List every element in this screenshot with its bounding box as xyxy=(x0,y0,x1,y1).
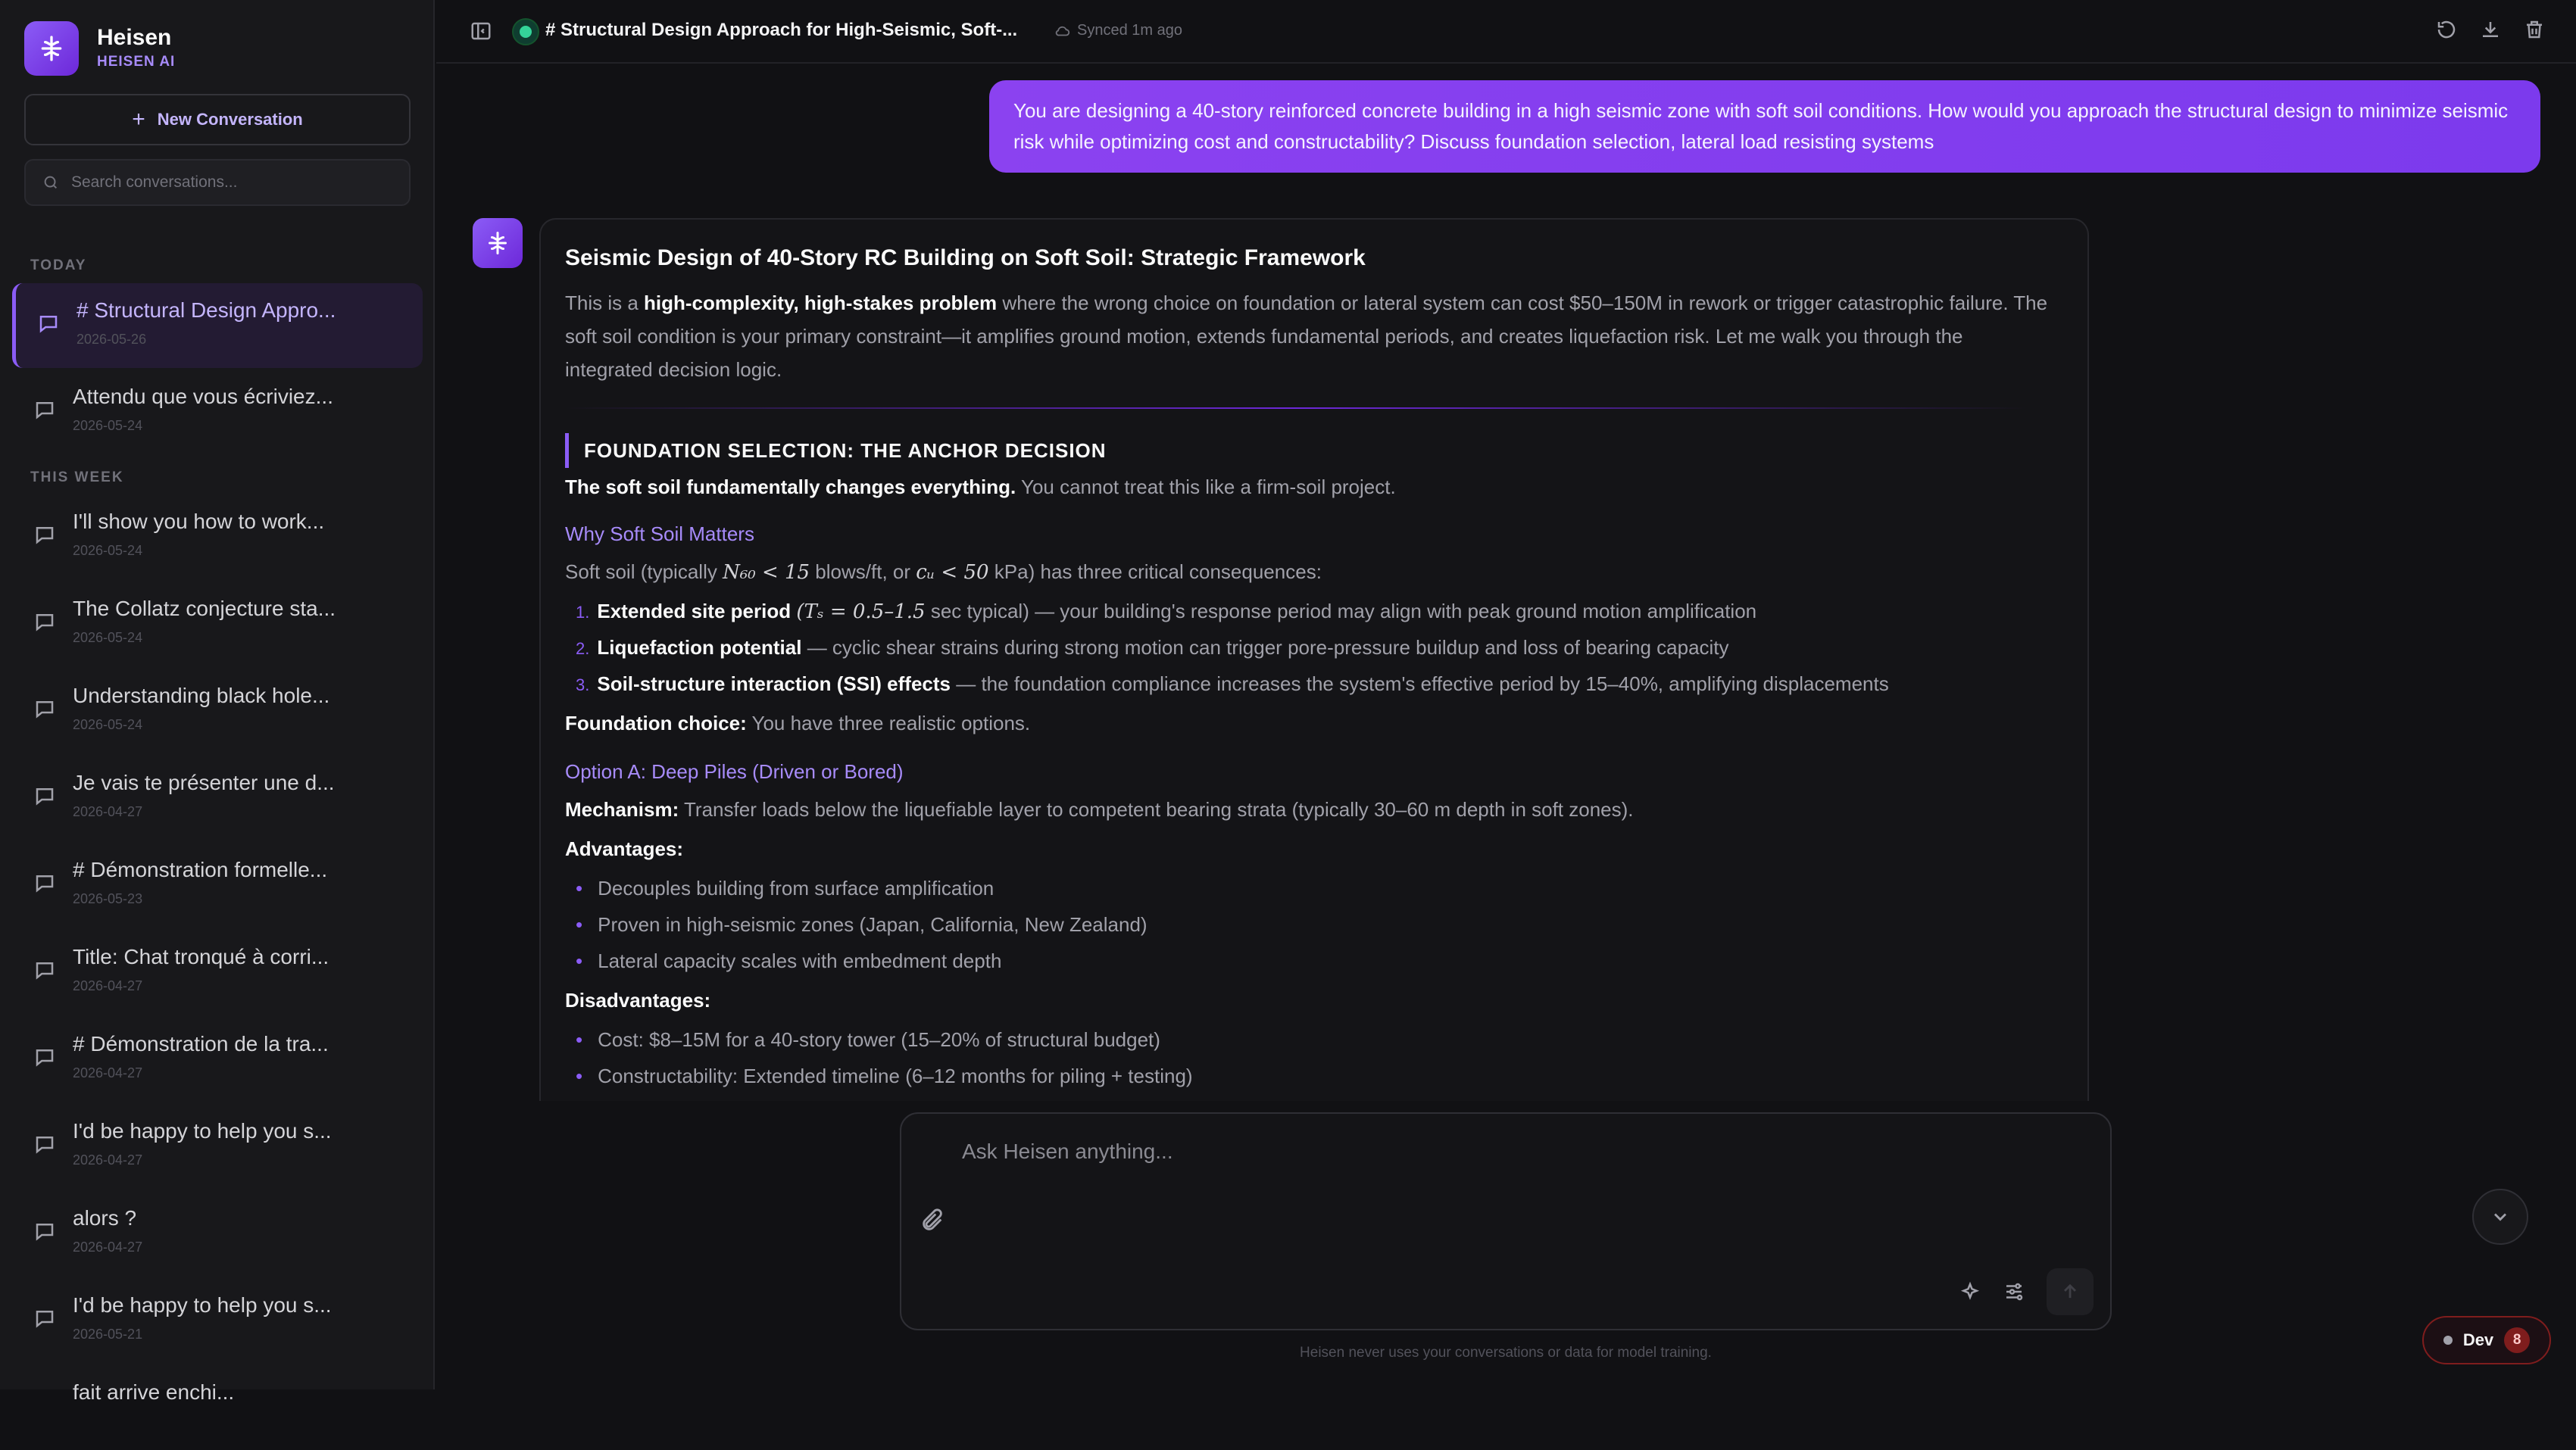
subheading-option-a: Option A: Deep Piles (Driven or Bored) xyxy=(565,760,904,783)
mechanism-paragraph: Mechanism: Transfer loads below the liquefiable layer to competent bearing strata (typically 30–60 m depth in soft zones). xyxy=(565,798,1634,821)
sidebar-toggle-icon[interactable] xyxy=(470,20,492,42)
paperclip-icon[interactable] xyxy=(920,1208,945,1233)
sync-status xyxy=(1054,22,1182,39)
conversation-date: 2026-05-24 xyxy=(73,630,143,645)
header-actions xyxy=(2435,18,2546,41)
settings-sliders-icon[interactable] xyxy=(2003,1280,2025,1303)
message-input[interactable] xyxy=(962,1140,2083,1185)
conversation-item[interactable] xyxy=(12,582,423,666)
conversation-date: 2026-05-24 xyxy=(73,543,143,558)
list-item: • Decouples building from surface amplification xyxy=(576,877,994,900)
chat-bubble-icon xyxy=(33,523,56,546)
new-conversation-label: New Conversation xyxy=(157,110,303,129)
conversation-date: 2026-04-27 xyxy=(73,978,143,993)
list-item: • Cost: $8–15M for a 40-story tower (15–20% of structural budget) xyxy=(576,1028,1160,1051)
section-heading: FOUNDATION SELECTION: THE ANCHOR DECISION xyxy=(565,433,1107,468)
conversation-title: Understanding black hole... xyxy=(73,684,330,707)
conversation-title: alors ? xyxy=(73,1206,137,1230)
advantages-label: Advantages: xyxy=(565,837,684,860)
cloud-icon xyxy=(1054,23,1071,39)
new-conversation-button[interactable] xyxy=(24,94,411,145)
soft-soil-paragraph: Soft soil (typically N₆₀ < 15 blows/ft, or cᵤ < 50 kPa) has three critical consequences: xyxy=(565,560,1322,584)
brand-name: Heisen xyxy=(97,25,172,50)
list-item: • Constructability: Extended timeline (6–12 months for piling + testing) xyxy=(576,1065,1193,1087)
chat-bubble-icon xyxy=(33,1046,56,1068)
assistant-avatar-icon xyxy=(473,218,523,268)
conversation-title: The Collatz conjecture sta... xyxy=(73,597,336,620)
conversation-title: I'd be happy to help you s... xyxy=(73,1293,332,1317)
dev-count-badge: 8 xyxy=(2504,1327,2530,1353)
chat-bubble-icon xyxy=(33,697,56,720)
chat-bubble-icon xyxy=(33,398,56,421)
chat-bubble-icon xyxy=(33,784,56,807)
chat-bubble-icon xyxy=(33,1307,56,1330)
conversation-item[interactable] xyxy=(12,1365,423,1450)
list-item: 2. Liquefaction potential — cyclic shear strains during strong motion can trigger pore-pressure buildup and loss of bearing capacity xyxy=(576,636,1729,659)
conversation-title: # Démonstration de la tra... xyxy=(73,1032,329,1056)
conversation-title: # Démonstration formelle... xyxy=(73,858,328,881)
section-divider xyxy=(565,407,2027,409)
dev-status-dot xyxy=(2443,1336,2453,1345)
sparkle-icon[interactable] xyxy=(1959,1280,1981,1303)
search-box[interactable] xyxy=(24,159,411,206)
conversation-item[interactable] xyxy=(12,843,423,928)
conversation-item[interactable] xyxy=(12,1278,423,1363)
conversation-item[interactable] xyxy=(12,283,423,368)
refresh-icon[interactable] xyxy=(2435,18,2458,41)
conversation-item[interactable] xyxy=(12,1017,423,1102)
foundation-choice: Foundation choice: You have three realistic options. xyxy=(565,712,1031,734)
conversation-date: 2026-04-27 xyxy=(73,1152,143,1168)
chat-bubble-icon xyxy=(33,959,56,981)
conversation-item[interactable] xyxy=(12,1104,423,1189)
subheading-why-soft-soil: Why Soft Soil Matters xyxy=(565,522,754,545)
conversation-title: fait arrive enchi... xyxy=(73,1380,235,1404)
conversation-date: 2026-05-24 xyxy=(73,418,143,433)
disadvantages-label: Disadvantages: xyxy=(565,989,711,1012)
conversation-item[interactable] xyxy=(12,669,423,753)
trash-icon[interactable] xyxy=(2523,18,2546,41)
conversation-item[interactable] xyxy=(12,494,423,579)
user-message: You are designing a 40-story reinforced concrete building in a high seismic zone with soft soil conditions. How would you approach the structural design to minimize seismic risk while optimizing cost and constructability? Discuss foundation selection, lateral load resisting systems xyxy=(989,80,2540,173)
chat-bubble-icon xyxy=(33,1133,56,1155)
brand xyxy=(24,21,175,76)
send-button[interactable] xyxy=(2047,1268,2094,1315)
dev-badge[interactable] xyxy=(2422,1316,2551,1364)
download-icon[interactable] xyxy=(2479,18,2502,41)
chat-bubble-icon xyxy=(33,1220,56,1243)
brand-subtitle: HEISEN AI xyxy=(97,54,176,70)
sync-status-text: Synced 1m ago xyxy=(1077,22,1182,39)
chevron-down-icon xyxy=(2490,1206,2511,1227)
conversation-title: I'd be happy to help you s... xyxy=(73,1119,332,1143)
conversation-title: Attendu que vous écriviez... xyxy=(73,385,333,408)
heisen-logo-icon xyxy=(24,21,79,76)
conversation-date: 2026-04-27 xyxy=(73,804,143,819)
arrow-up-icon xyxy=(2059,1281,2081,1302)
search-icon xyxy=(42,174,59,191)
search-input[interactable] xyxy=(71,173,404,192)
plus-icon: + xyxy=(132,107,145,132)
chat-bubble-icon xyxy=(33,610,56,633)
list-item: • Lateral capacity scales with embedment depth xyxy=(576,950,1002,972)
conversation-title: Je vais te présenter une d... xyxy=(73,771,335,794)
conversation-date: 2026-04-27 xyxy=(73,1240,143,1255)
conversation-title: # Structural Design Appro... xyxy=(76,298,336,322)
conversation-title: # Structural Design Approach for High-Seismic, Soft-... xyxy=(545,20,1018,40)
chat-header xyxy=(436,0,2576,64)
scroll-to-bottom-button[interactable] xyxy=(2472,1189,2528,1245)
conversation-date: 2026-05-21 xyxy=(73,1327,143,1342)
section-label-today: TODAY xyxy=(30,257,87,273)
conversation-title: Title: Chat tronqué à corri... xyxy=(73,945,329,968)
conversation-date: 2026-05-23 xyxy=(73,891,143,906)
chat-bubble-icon xyxy=(33,872,56,894)
list-item: 3. Soil-structure interaction (SSI) effects — the foundation compliance increases the system's effective period by 15–40%, amplifying displacements xyxy=(576,672,1889,695)
sidebar xyxy=(0,0,435,1404)
list-item: • Proven in high-seismic zones (Japan, California, New Zealand) xyxy=(576,913,1147,936)
assistant-message xyxy=(539,218,2089,1101)
conversation-item[interactable] xyxy=(12,1191,423,1276)
status-indicator-icon xyxy=(512,18,539,45)
conversation-item[interactable] xyxy=(12,370,423,454)
conversation-date: 2026-05-24 xyxy=(73,717,143,732)
list-item: 1. Extended site period (Tₛ = 0.5–1.5 sec typical) — your building's response period may align with peak ground motion amplification xyxy=(576,600,1757,623)
lead-paragraph: The soft soil fundamentally changes everything. You cannot treat this like a firm-soil project. xyxy=(565,476,1396,498)
conversation-date: 2026-04-27 xyxy=(73,1065,143,1080)
response-title: Seismic Design of 40-Story RC Building on Soft Soil: Strategic Framework xyxy=(565,245,1366,270)
message-composer xyxy=(900,1112,2112,1330)
chat-bubble-icon xyxy=(37,312,60,335)
conversation-item[interactable] xyxy=(12,930,423,1015)
privacy-note: Heisen never uses your conversations or data for model training. xyxy=(1300,1345,1712,1361)
conversation-title: I'll show you how to work... xyxy=(73,510,325,533)
response-intro: This is a high-complexity, high-stakes problem where the wrong choice on foundation or lateral system can cost $50–150M in rework or trigger catastrophic failure. The soft soil condition is your primary constraint—it amplifies ground motion, extends fundamental periods, and creates liquefaction risk. Let me walk you through the integrated decision logic. xyxy=(565,292,2048,381)
dev-label: Dev xyxy=(2462,1330,2494,1349)
conversation-item[interactable] xyxy=(12,756,423,840)
conversation-date: 2026-05-26 xyxy=(76,332,147,347)
section-label-this-week: THIS WEEK xyxy=(30,469,124,485)
